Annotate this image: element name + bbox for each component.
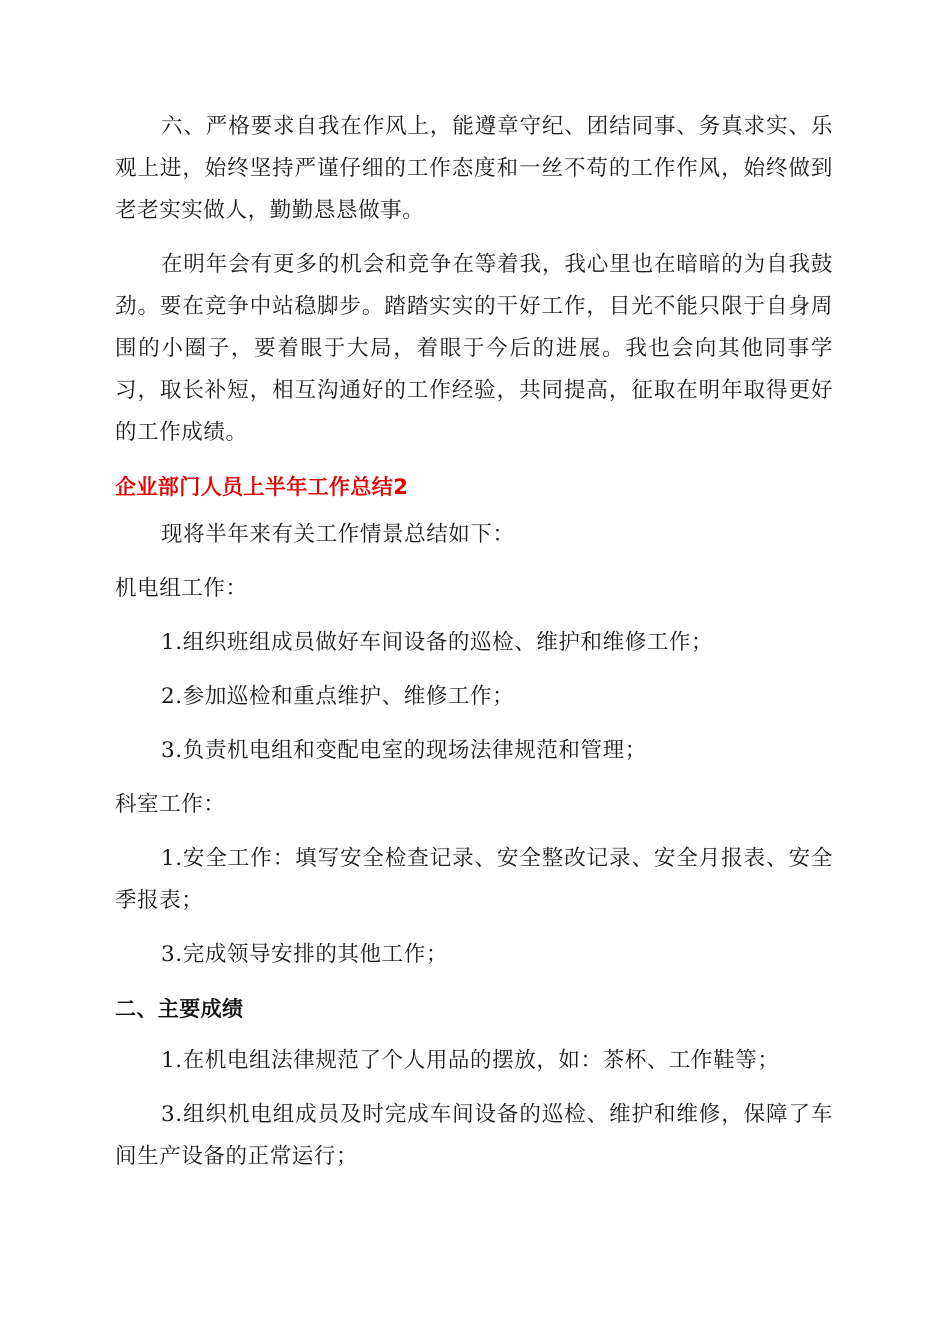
list-item: 3.完成领导安排的其他工作； (161, 942, 448, 967)
achievements-heading: 二、主要成绩 (115, 997, 244, 1021)
intro-paragraph: 现将半年来有关工作情景总结如下： (161, 522, 515, 547)
list-item: 1.组织班组成员做好车间设备的巡检、维护和维修工作； (161, 630, 714, 655)
list-item: 3.组织机电组成员及时完成车间设备的巡检、维护和维修，保障了车间生产设备的正常运行； (115, 1102, 833, 1169)
list-item: 2.参加巡检和重点维护、维修工作； (161, 684, 515, 709)
paragraph-next-year-plan: 在明年会有更多的机会和竞争在等着我，我心里也在暗暗的为自我鼓劲。要在竞争中站稳脚步。踏踏实实的干好工作，目光不能只限于自身周围的小圈子，要着眼于大局，着眼于今后的进展。我也会向其他同事学习，取长补短，相互沟通好的工作经验，共同提高，征取在明年取得更好的工作成绩。 (115, 252, 833, 445)
list-item: 3.负责机电组和变配电室的现场法律规范和管理； (161, 738, 647, 763)
group-label-electromechanical: 机电组工作： (115, 576, 248, 601)
section-title: 企业部门人员上半年工作总结2 (115, 475, 409, 499)
list-item: 1.安全工作：填写安全检查记录、安全整改记录、安全月报表、安全季报表； (115, 846, 833, 913)
paragraph-work-style: 六、严格要求自我在作风上，能遵章守纪、团结同事、务真求实、乐观上进，始终坚持严谨仔细的工作态度和一丝不苟的工作作风，始终做到老老实实做人，勤勤恳恳做事。 (115, 114, 833, 223)
list-item: 1.在机电组法律规范了个人用品的摆放，如：茶杯、工作鞋等； (161, 1048, 780, 1073)
document-body (115, 106, 833, 1190)
group-label-office: 科室工作： (115, 792, 226, 817)
